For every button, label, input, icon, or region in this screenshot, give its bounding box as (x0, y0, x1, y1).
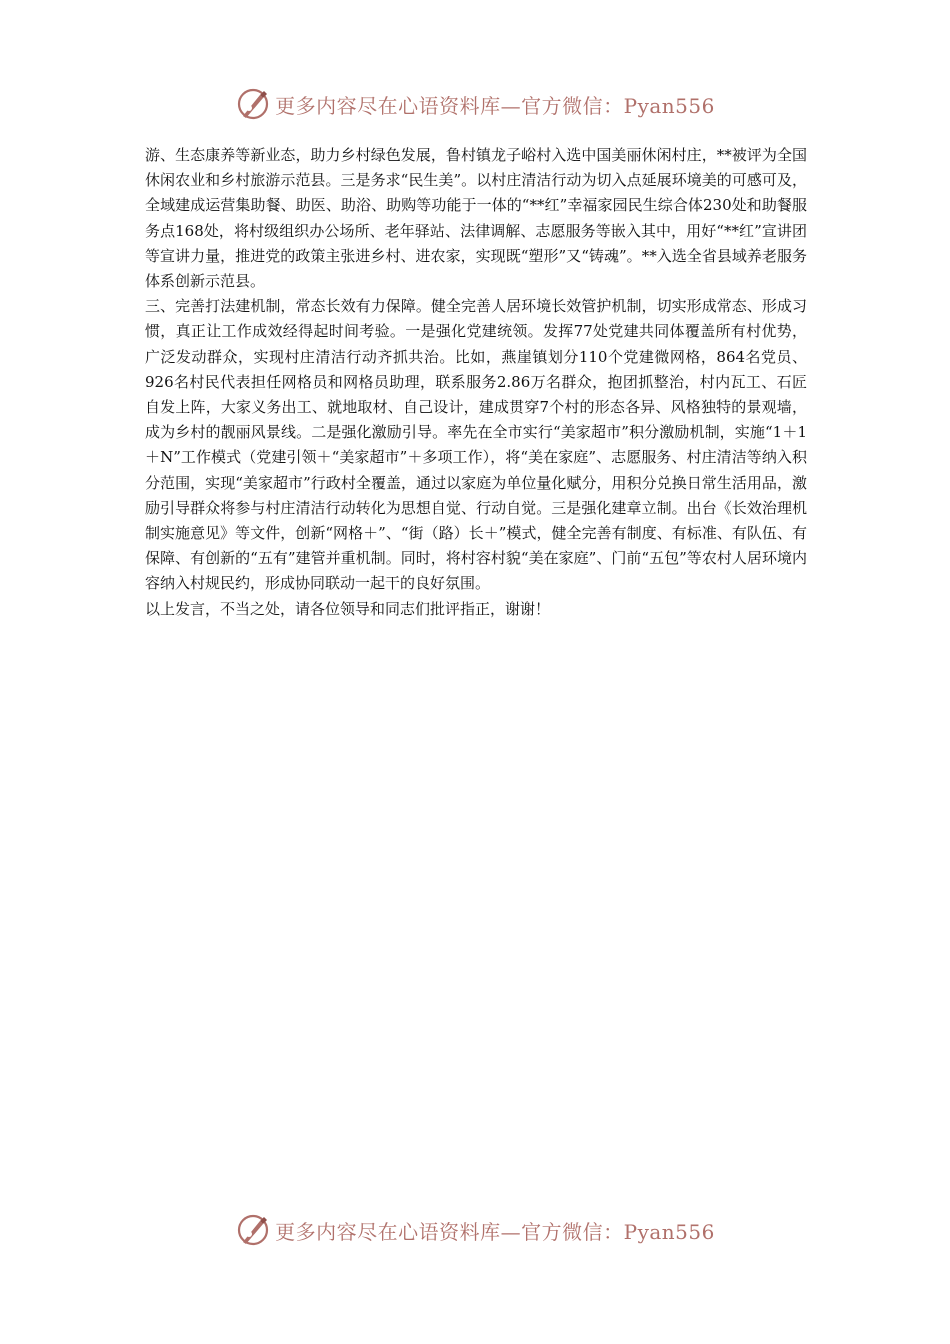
pen-circle-logo-icon (235, 1212, 271, 1248)
document-body (145, 143, 807, 622)
header-watermark-text: 更多内容尽在心语资料库—官方微信：Pyan556 (275, 93, 715, 118)
pen-circle-logo-icon (235, 86, 271, 122)
footer-watermark-banner (0, 1210, 950, 1250)
footer-watermark-text: 更多内容尽在心语资料库—官方微信：Pyan556 (275, 1219, 715, 1244)
header-watermark-banner (0, 84, 950, 124)
paragraph-1: 游、生态康养等新业态，助力乡村绿色发展，鲁村镇龙子峪村入选中国美丽休闲村庄，**被评为全国休闲农业和乡村旅游示范县。三是务求“民生美”。以村庄清洁行动为切入点延展环境美的可感可及，全域建成运营集助餐、助医、助浴、助购等功能于一体的“**红”幸福家园民生综合体230处和助餐服务点168处，将村级组织办公场所、老年驿站、法律调解、志愿服务等嵌入其中，用好“**红”宣讲团等宣讲力量，推进党的政策主张进乡村、进农家，实现既“塑形”又“铸魂”。**入选全省县域养老服务体系创新示范县。 (145, 146, 807, 291)
paragraph-3: 以上发言，不当之处，请各位领导和同志们批评指正，谢谢！ (145, 599, 551, 618)
paragraph-2: 三、完善打法建机制，常态长效有力保障。健全完善人居环境长效管护机制，切实形成常态、形成习惯，真正让工作成效经得起时间考验。一是强化党建统领。发挥77处党建共同体覆盖所有村优势，广泛发动群众，实现村庄清洁行动齐抓共治。比如，燕崖镇划分110个党建微网格，864名党员、926名村民代表担任网格员和网格员助理，联系服务2.86万名群众，抱团抓整治，村内瓦工、石匠自发上阵，大家义务出工、就地取材、自己设计，建成贯穿7个村的形态各异、风格独特的景观墙，成为乡村的靓丽风景线。二是强化激励引导。率先在全市实行“美家超市”积分激励机制，实施“1＋1＋N”工作模式（党建引领＋“美家超市”＋多项工作），将“美在家庭”、志愿服务、村庄清洁等纳入积分范围，实现“美家超市”行政村全覆盖，通过以家庭为单位量化赋分，用积分兑换日常生活用品，激励引导群众将参与村庄清洁行动转化为思想自觉、行动自觉。三是强化建章立制。出台《长效治理机制实施意见》等文件，创新“网格＋”、“街（路）长＋”模式，健全完善有制度、有标准、有队伍、有保障、有创新的“五有”建管并重机制。同时，将村容村貌“美在家庭”、门前“五包”等农村人居环境内容纳入村规民约，形成协同联动一起干的良好氛围。 (145, 297, 807, 593)
